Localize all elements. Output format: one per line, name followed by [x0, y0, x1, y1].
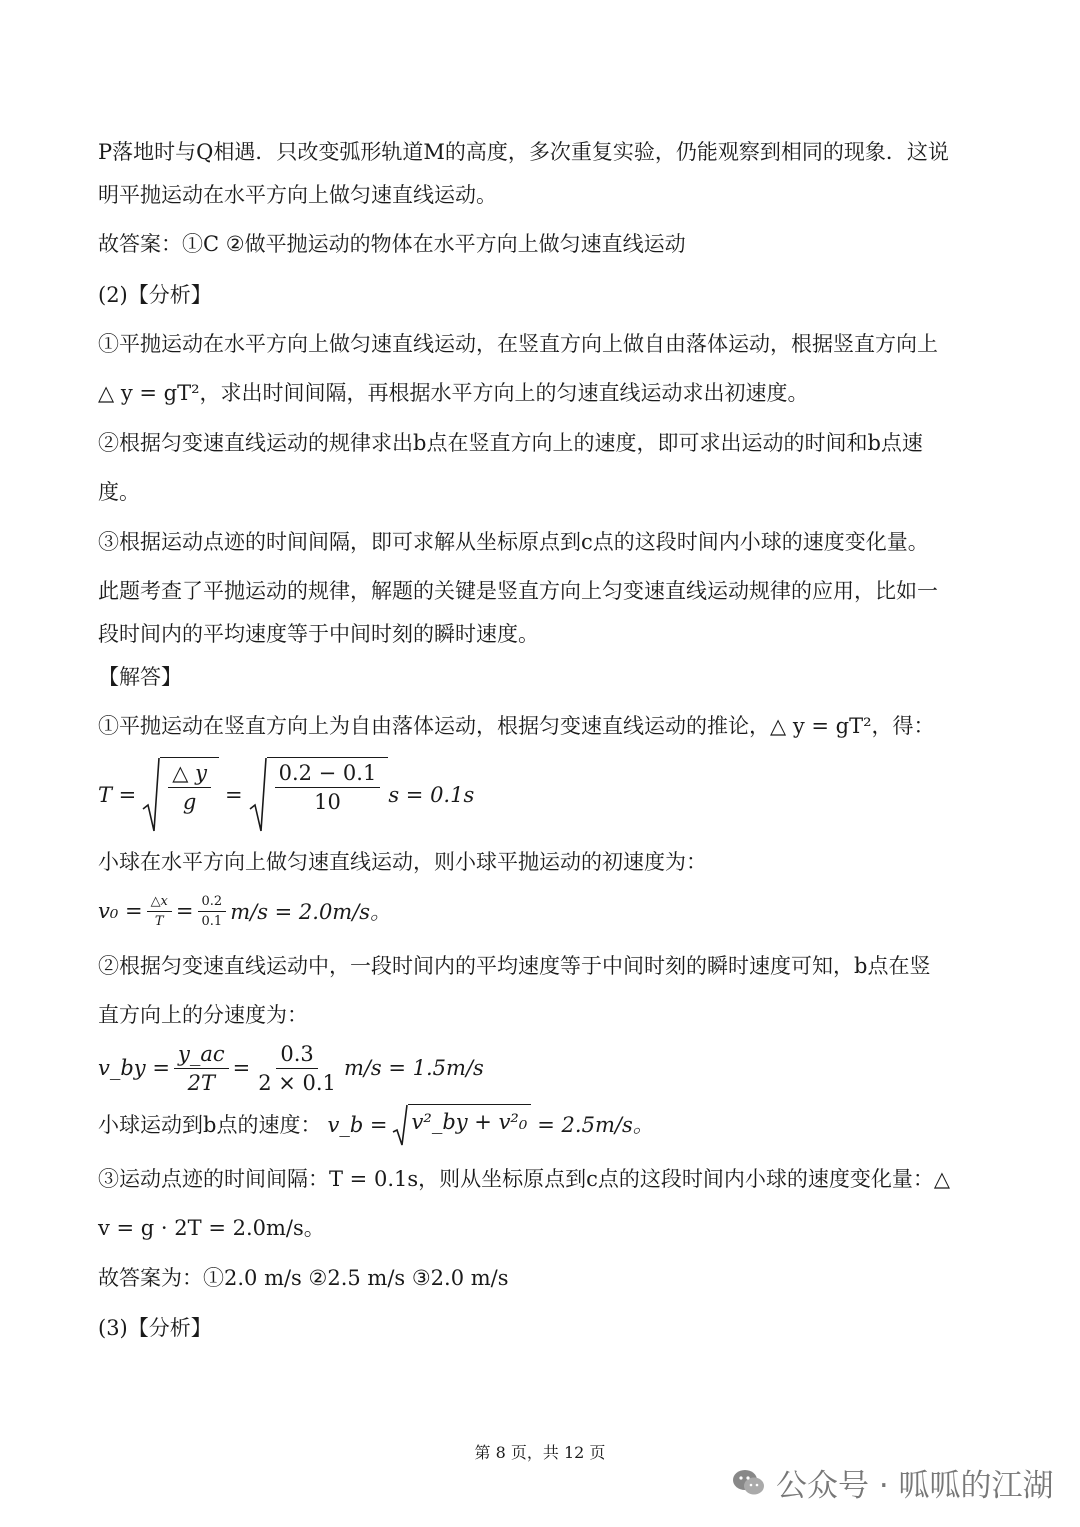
equation-T [98, 755, 474, 835]
frac-den: 2T [187, 1070, 215, 1095]
text-line: 故答案：①C ②做平抛运动的物体在水平方向上做匀速直线运动 [98, 232, 686, 256]
frac-num: y_ac [174, 1042, 229, 1069]
frac-den: 0.1 [201, 913, 223, 929]
text-line: 直方向上的分速度为： [98, 1003, 308, 1027]
page-footer: 第 8 页，共 12 页 [474, 1443, 606, 1462]
text-fragment: 小球运动到b点的速度： [98, 1113, 322, 1137]
text-line: 小球在水平方向上做匀速直线运动，则小球平抛运动的初速度为： [98, 850, 707, 874]
watermark-text: 公众号 · 呱呱的江湖 [776, 1468, 1054, 1504]
sqrt [142, 757, 219, 833]
eq-lhs: v_b = [327, 1113, 388, 1137]
eq-rhs: m/s = 2.0m/s。 [230, 900, 392, 924]
text-line [98, 1104, 654, 1146]
frac-den: 2 × 0.1 [258, 1070, 336, 1095]
text-line: ①平抛运动在竖直方向上为自由落体运动，根据匀变速直线运动的推论，△ y = gT²，得： [98, 714, 935, 738]
section-heading: 【解答】 [98, 665, 182, 689]
text-line: ②根据匀变速直线运动的规律求出b点在竖直方向上的速度，即可求出运动的时间和b点速 [98, 431, 923, 455]
frac-den: T [154, 913, 164, 929]
text-line: P落地时与Q相遇．只改变弧形轨道M的高度，多次重复实验，仍能观察到相同的现象．这说 [98, 140, 949, 164]
text-line: ③根据运动点迹的时间间隔，即可求解从坐标原点到c点的这段时间内小球的速度变化量。 [98, 530, 929, 554]
eq-lhs: v_by = [98, 1056, 170, 1080]
eq-lhs: v₀ = [98, 899, 143, 923]
section-heading: (3)【分析】 [98, 1316, 212, 1340]
wechat-icon [732, 1468, 766, 1498]
frac-den: g [182, 790, 197, 814]
text-line: 此题考查了平抛运动的规律，解题的关键是竖直方向上匀变速直线运动规律的应用，比如一 [98, 579, 938, 603]
section-heading: (2)【分析】 [98, 283, 212, 307]
text-line: ③运动点迹的时间间隔：T = 0.1s，则从坐标原点到c点的这段时间内小球的速度变化量：△ [98, 1167, 951, 1191]
equation-v0 [98, 888, 391, 934]
eq-sign: = [175, 899, 194, 923]
frac-den: 10 [314, 790, 341, 814]
watermark [732, 1460, 1054, 1505]
equation-vby [98, 1038, 484, 1098]
eq-rhs: m/s = 1.5m/s [343, 1056, 484, 1080]
radicand: v²_by + v²₀ [408, 1104, 532, 1146]
sqrt [392, 1104, 532, 1146]
frac-num: △x [147, 894, 172, 912]
text-line: ①平抛运动在水平方向上做匀速直线运动，在竖直方向上做自由落体运动，根据竖直方向上 [98, 332, 938, 356]
eq-rhs: s = 0.1s [388, 783, 475, 807]
eq-rhs: = 2.5m/s。 [537, 1113, 654, 1137]
eq-lhs: T = [98, 783, 137, 807]
text-line: 段时间内的平均速度等于中间时刻的瞬时速度。 [98, 622, 539, 646]
frac-num: 0.2 − 0.1 [275, 761, 381, 788]
text-line: ②根据匀变速直线运动中，一段时间内的平均速度等于中间时刻的瞬时速度可知，b点在竖 [98, 954, 931, 978]
eq-sign: = [232, 1056, 251, 1080]
sqrt [249, 757, 389, 833]
text-line: v = g · 2T = 2.0m/s。 [98, 1216, 325, 1240]
frac-num: 0.2 [198, 894, 227, 912]
text-line: 明平抛运动在水平方向上做匀速直线运动。 [98, 183, 497, 207]
frac-num: △ y [168, 761, 211, 788]
frac-num: 0.3 [276, 1042, 317, 1069]
text-line: △ y = gT²，求出时间间隔，再根据水平方向上的匀速直线运动求出初速度。 [98, 381, 809, 405]
eq-sign: = [224, 783, 243, 807]
text-line: 度。 [98, 480, 140, 504]
text-line: 故答案为：①2.0 m/s ②2.5 m/s ③2.0 m/s [98, 1266, 509, 1290]
